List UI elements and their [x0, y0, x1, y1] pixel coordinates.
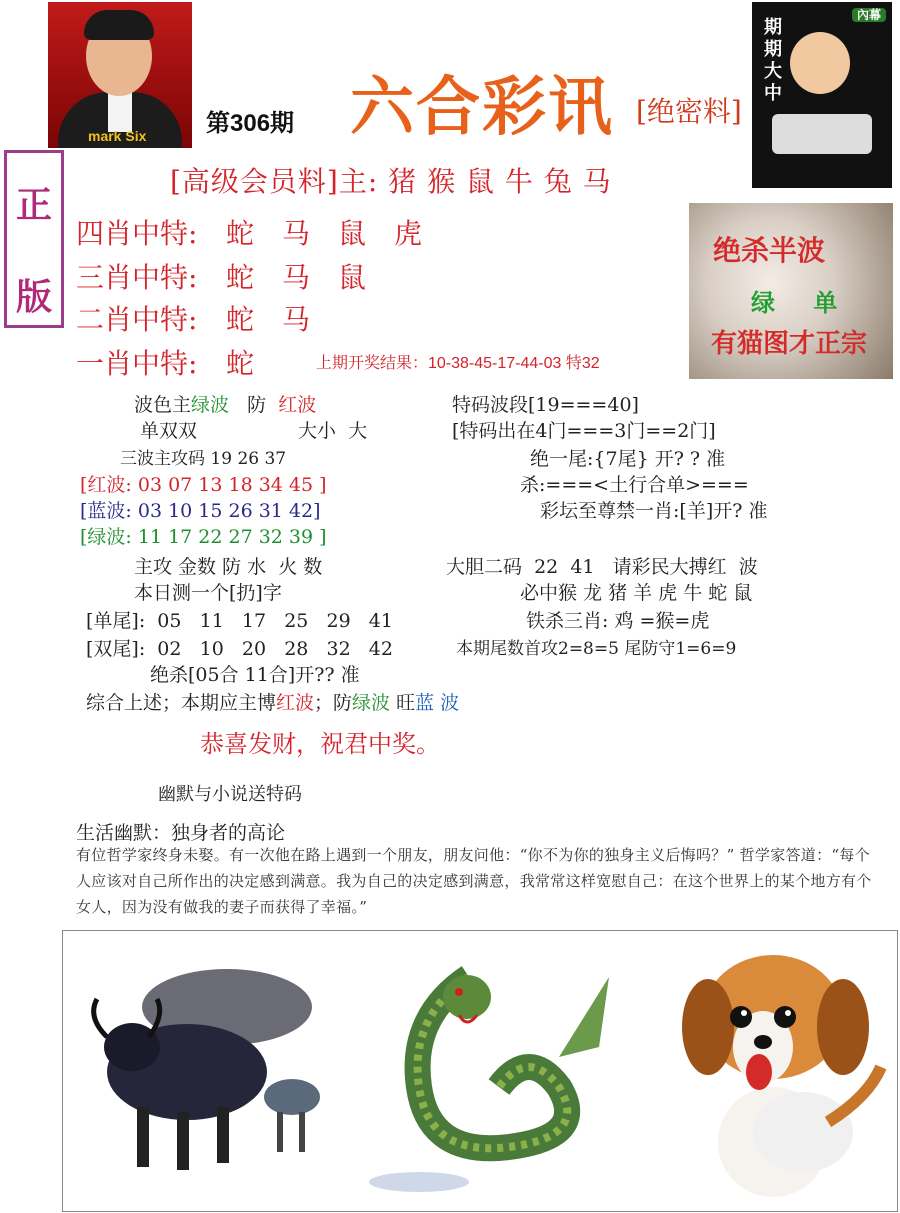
forbidden-zodiac: 彩坛至尊禁一肖:[羊]开? 准	[540, 500, 768, 522]
host-photo	[48, 2, 192, 148]
kill-element: 杀:===<土行合单>===	[520, 474, 749, 496]
blue-wave-numbers: [蓝波: 03 10 15 26 31 42]	[80, 500, 321, 522]
pick-value: 蛇	[226, 347, 255, 380]
three-wave-attack: 三波主攻码 19 26 37	[120, 449, 287, 469]
pick-two	[76, 298, 311, 338]
story-paragraph: 有位哲学家终身未娶。有一次他在路上遇到一个朋友，朋友问他：“你不为你的独身主义后悔吗？” 哲学家答道：“每个人应该对自己所作出的决定感到满意。我为自己的决定感到满意，我常常这样宽慰自己：在这个世界上的某个地方有个女人，因为没有做我的妻子而获得了幸福。”	[76, 846, 872, 916]
dragon-painting	[349, 937, 639, 1207]
must-hit-zodiacs: 必中猴 龙 猪 羊 虎 牛 蛇 鼠	[520, 582, 753, 604]
bold-two-codes: 大胆二码 22 41 请彩民大搏红 波	[446, 556, 758, 578]
iron-kill-three: 铁杀三肖: 鸡 =猴=虎	[526, 610, 710, 632]
cat-authentic: 有猫图才正宗	[711, 329, 868, 359]
pick-three	[76, 256, 367, 296]
kill-tail: 绝一尾:{7尾} 开? ? 准	[530, 448, 726, 470]
double-tail: [双尾]: 02 10 20 28 32 42	[86, 638, 393, 660]
green-wave-numbers: [绿波: 11 17 22 27 32 39 ]	[80, 526, 327, 548]
kill-half-wave: 绝杀半波	[713, 234, 826, 267]
pick-four	[76, 212, 423, 252]
summary-line: 综合上述；本期应主博红波；防绿波 旺蓝 波	[86, 692, 460, 714]
member-picks: [高级会员料]主: 猪 猴 鼠 牛 兔 马	[170, 165, 612, 198]
lucky-cartoon-image	[752, 2, 892, 188]
cat-image-panel	[689, 203, 893, 379]
page-title: 六合彩讯	[350, 70, 614, 145]
zodiac-image-strip	[62, 930, 898, 1212]
ox-painting	[77, 937, 347, 1207]
humor-heading: 幽默与小说送特码	[158, 784, 302, 805]
wave-color-line: 波色主绿波 防 红波	[134, 394, 317, 416]
authentic-label-top: 正	[15, 184, 52, 226]
page-subtitle: [绝密料]	[636, 95, 742, 128]
authentic-label	[4, 150, 64, 328]
pick-label: 四肖中特:	[76, 217, 198, 250]
dog-cartoon	[653, 937, 893, 1207]
single-tail: [单尾]: 05 11 17 25 29 41	[86, 610, 393, 632]
pick-value: 蛇 马	[226, 303, 311, 336]
tail-numbers: 本期尾数首攻2=8=5 尾防守1=6=9	[456, 639, 737, 659]
red-wave-numbers: [红波: 03 07 13 18 34 45 ]	[80, 474, 327, 496]
big-small: 大小 大	[298, 420, 368, 442]
pick-value: 蛇 马 鼠	[226, 261, 367, 294]
cartoon-badge: 內幕	[852, 8, 886, 22]
authentic-label-bottom: 版	[15, 276, 52, 318]
pick-label: 二肖中特:	[76, 303, 198, 336]
special-gate: [特码出在4门===3门==2门]	[452, 420, 716, 442]
last-draw-result: 上期开奖结果：10-38-45-17-44-03 特32	[316, 355, 600, 372]
cartoon-caption: 期期大中	[764, 17, 782, 103]
main-attack-elements: 主攻 金数 防 水 火 数	[134, 556, 323, 578]
pick-label: 三肖中特:	[76, 261, 198, 294]
kill-combo: 绝杀[05合 11合]开?? 准	[150, 664, 360, 686]
daily-word: 本日测一个[扔]字	[134, 582, 282, 604]
pick-label: 一肖中特:	[76, 347, 198, 380]
life-humor-heading: 生活幽默：独身者的高论	[76, 822, 286, 844]
issue-number: 第306期	[206, 110, 295, 137]
special-range: 特码波段[19===40]	[452, 394, 639, 416]
odd-even: 单双双	[140, 420, 198, 442]
congrats-text: 恭喜发财，祝君中奖。	[200, 730, 440, 758]
pick-one	[76, 342, 255, 382]
pick-value: 蛇 马 鼠 虎	[226, 217, 423, 250]
mark-six-logo: mark Six	[88, 128, 147, 144]
green-single: 绿 单	[751, 288, 838, 317]
